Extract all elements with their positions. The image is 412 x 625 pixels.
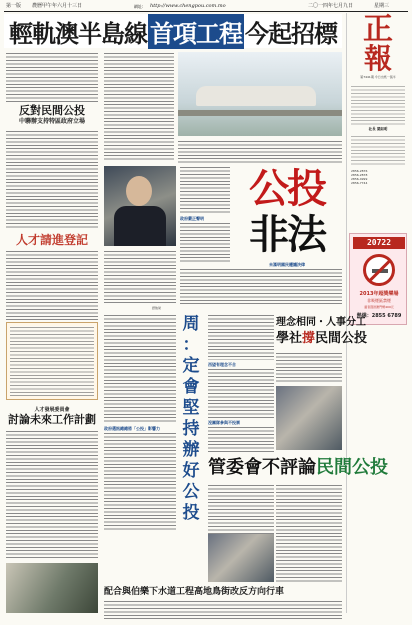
ad-hotline-prefix: 熱線： — [356, 313, 372, 319]
phone-2: 2856-2878 — [351, 173, 368, 177]
academics-line-2a: 學社 — [276, 331, 303, 346]
illegal-subhead-2: 未滿明國民權議決律 — [269, 262, 305, 267]
committee-article-text — [6, 430, 98, 560]
phone-4: 2856-7744 — [351, 181, 368, 185]
right-column — [346, 13, 408, 613]
headline-highlight: 首項工程 — [148, 14, 244, 49]
illegal-article-text-2 — [180, 222, 230, 262]
support-subheadline: 中聯辦支持特區政府立場 — [18, 118, 85, 125]
committee-comment-headline — [208, 456, 408, 480]
ad-hotline-number: 2855 6789 — [371, 313, 402, 319]
phone-1: 2856-2876 — [351, 169, 368, 173]
publisher: 社長 葉紹明 — [368, 127, 388, 131]
committee-comment-text-2 — [276, 484, 342, 582]
left-article-text-1 — [6, 52, 98, 102]
committee-kicker: 人才發展委員會 — [34, 407, 70, 413]
zhou-char-9: 公 — [182, 482, 200, 502]
zhou-char-5: 堅 — [182, 398, 200, 418]
academics-photo — [276, 386, 342, 450]
illegal-headline-bottom: 非法 — [249, 211, 325, 258]
illegal-headline-top: 公投 — [249, 165, 325, 212]
phone-3: 2856-4999 — [351, 177, 368, 181]
bottom-headline: 配合與伯樂下水道工程高地鳥街改反方向行車 — [104, 587, 285, 597]
website-label: 網址: — [134, 4, 144, 9]
page-label: 第一版 — [6, 3, 22, 9]
logo-char-1: 正 — [363, 12, 393, 47]
ad-line-2: 非吸煙區禁煙 — [367, 298, 391, 303]
issue-info: 第7441期 今日出紙一張半 — [360, 75, 396, 79]
academics-subhead-2: 沒團隊參與不投票 — [208, 420, 240, 425]
illegal-article-text-3 — [180, 268, 342, 306]
no-smoking-icon — [363, 254, 395, 286]
zhou-char-7: 辦 — [182, 440, 200, 460]
zhou-char-6: 持 — [182, 419, 200, 439]
centre-article-text — [104, 52, 174, 160]
ad-line-1: 2013年超獎樂場 — [359, 291, 399, 297]
ad-number: 20722 — [353, 237, 405, 249]
zhou-char-3: 定 — [182, 356, 200, 376]
lrt-rendering-image — [178, 52, 342, 136]
academics-headline-line-2 — [276, 331, 408, 347]
publisher-details — [351, 85, 405, 125]
date: 二〇一四年七月九日 — [308, 3, 354, 9]
academics-article-text-3 — [208, 426, 274, 452]
newspaper-logo — [351, 12, 405, 75]
academics-line-2b: 撐 — [302, 331, 316, 346]
meeting-photo — [6, 563, 98, 613]
zhou-article-text-2 — [104, 432, 176, 532]
academics-article-text-1 — [208, 314, 274, 360]
support-headline: 反對民間公投 — [19, 104, 85, 117]
website-link[interactable]: http://www.chengpou.com.mo — [150, 3, 226, 9]
ad-line-3: 違者罰款澳門幣400元 — [364, 305, 394, 309]
committee-title-a: 管委會不評論 — [208, 457, 316, 478]
no-smoking-ad — [349, 233, 407, 325]
bottom-article-text — [104, 600, 342, 620]
zhou-char-10: 投 — [182, 503, 200, 523]
talent-box-text — [10, 326, 94, 396]
talent-headline: 人才請進登記 — [15, 233, 88, 247]
zhou-vertical-headline — [178, 314, 204, 534]
academics-line-2c: 民間公投 — [315, 331, 368, 346]
address-block — [351, 135, 405, 165]
lead-headline — [4, 14, 342, 48]
lunar-date: 農曆甲午年六月十三日 — [32, 3, 83, 9]
zhou-article-text — [104, 314, 176, 424]
academics-article-text-4 — [276, 352, 342, 382]
masthead-strip — [6, 2, 406, 11]
weekday: 星期三 — [374, 3, 390, 9]
support-article-text — [6, 130, 98, 230]
committee-headline: 討論未來工作計劃 — [8, 413, 96, 426]
below-photo-text — [104, 250, 176, 304]
portrait-photo — [104, 166, 176, 246]
zhou-subhead: 政府選訊總總將「公投」影響力 — [104, 426, 160, 431]
academics-subhead-1: 西望有理念不合 — [208, 362, 236, 367]
headline-right: 今起招標 — [245, 18, 337, 48]
phone-list — [351, 169, 405, 185]
committee-comment-text-1 — [208, 484, 274, 534]
masthead-divider — [4, 11, 408, 12]
lrt-article-text — [178, 140, 342, 164]
zhou-char-8: 好 — [182, 461, 200, 481]
talent-article-text — [6, 250, 98, 320]
zhou-char-1: 周 — [182, 314, 200, 334]
committee-comment-photo — [208, 534, 274, 582]
headline-left: 輕軌澳半島線 — [9, 18, 147, 48]
academics-article-text-2 — [208, 368, 274, 418]
committee-title-b: 民間公投 — [316, 457, 388, 478]
logo-char-2: 報 — [363, 42, 392, 75]
illegal-subhead-1: 政府嚴正聲明 — [180, 216, 204, 221]
talent-box — [6, 322, 98, 400]
illegal-article-text-1 — [180, 166, 230, 214]
photo-caption: 譚俊榮 — [152, 306, 162, 310]
zhou-char-4: 會 — [182, 377, 200, 397]
zhou-char-2: ： — [182, 335, 200, 355]
academics-headline-line-1: 理念相同・人事分工 — [276, 317, 366, 328]
